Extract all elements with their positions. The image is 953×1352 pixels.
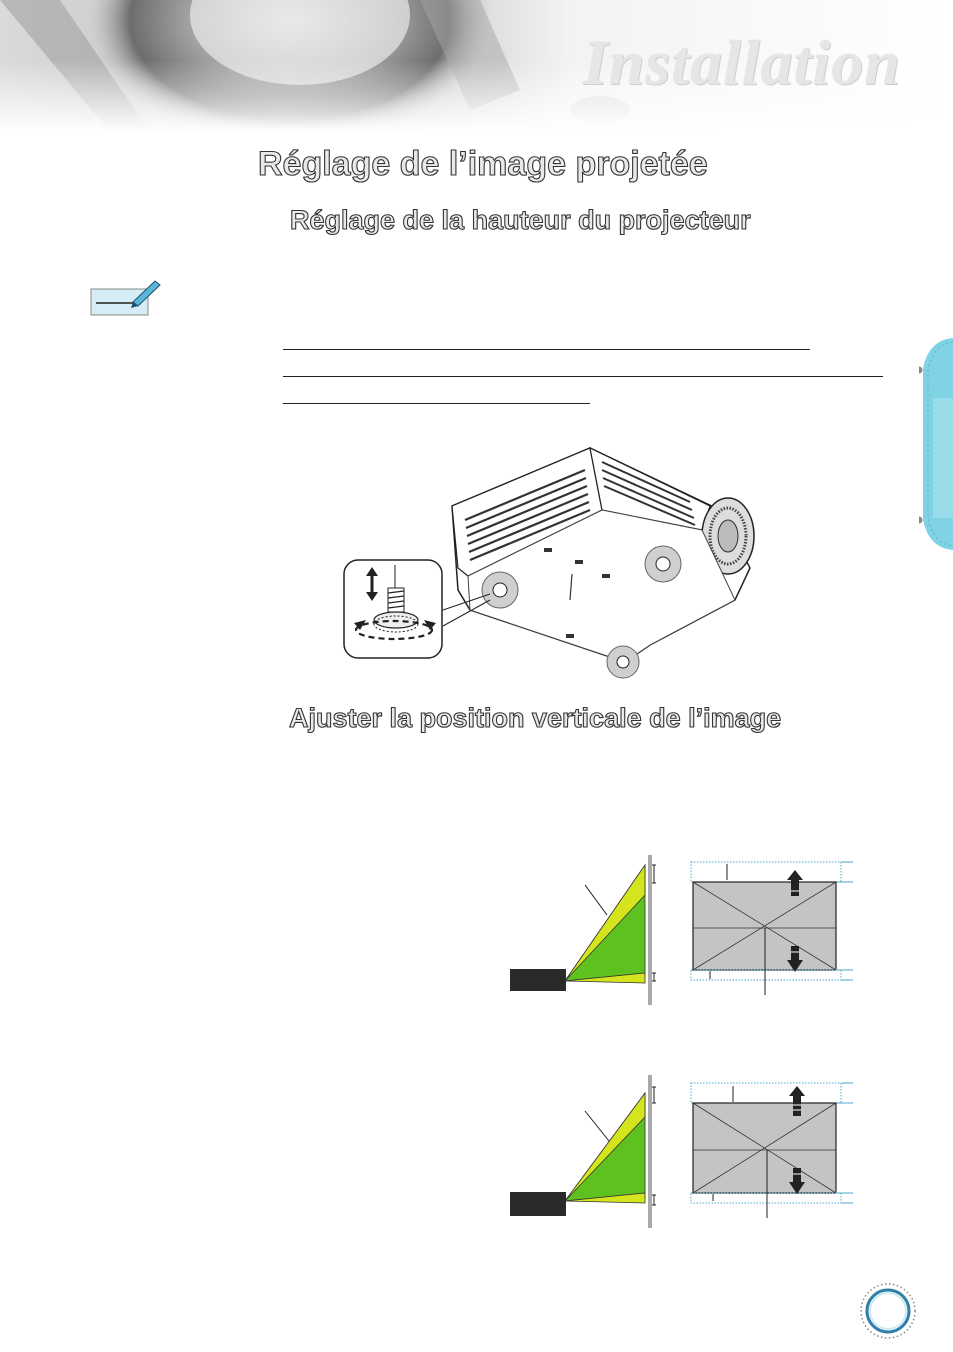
projector-bottom-view-diagram (340, 440, 770, 680)
side-view-diagram-2 (505, 1075, 670, 1235)
subsection-title-vertical: Ajuster la position verticale de l’image (289, 703, 782, 733)
subsection-title-height: Réglage de la hauteur du projecteur (290, 205, 751, 235)
rule-1 (283, 349, 810, 350)
page-number-badge (858, 1281, 918, 1341)
header-title: Installation (583, 27, 901, 98)
front-view-diagram-2 (685, 1080, 855, 1220)
rule-3 (283, 403, 590, 404)
side-tab (919, 338, 953, 550)
rule-2 (283, 376, 883, 377)
side-view-diagram-1 (505, 855, 670, 1010)
note-pencil-icon (90, 277, 165, 319)
front-view-diagram-1 (685, 860, 855, 1000)
section-title: Réglage de l’image projetée (258, 145, 708, 183)
